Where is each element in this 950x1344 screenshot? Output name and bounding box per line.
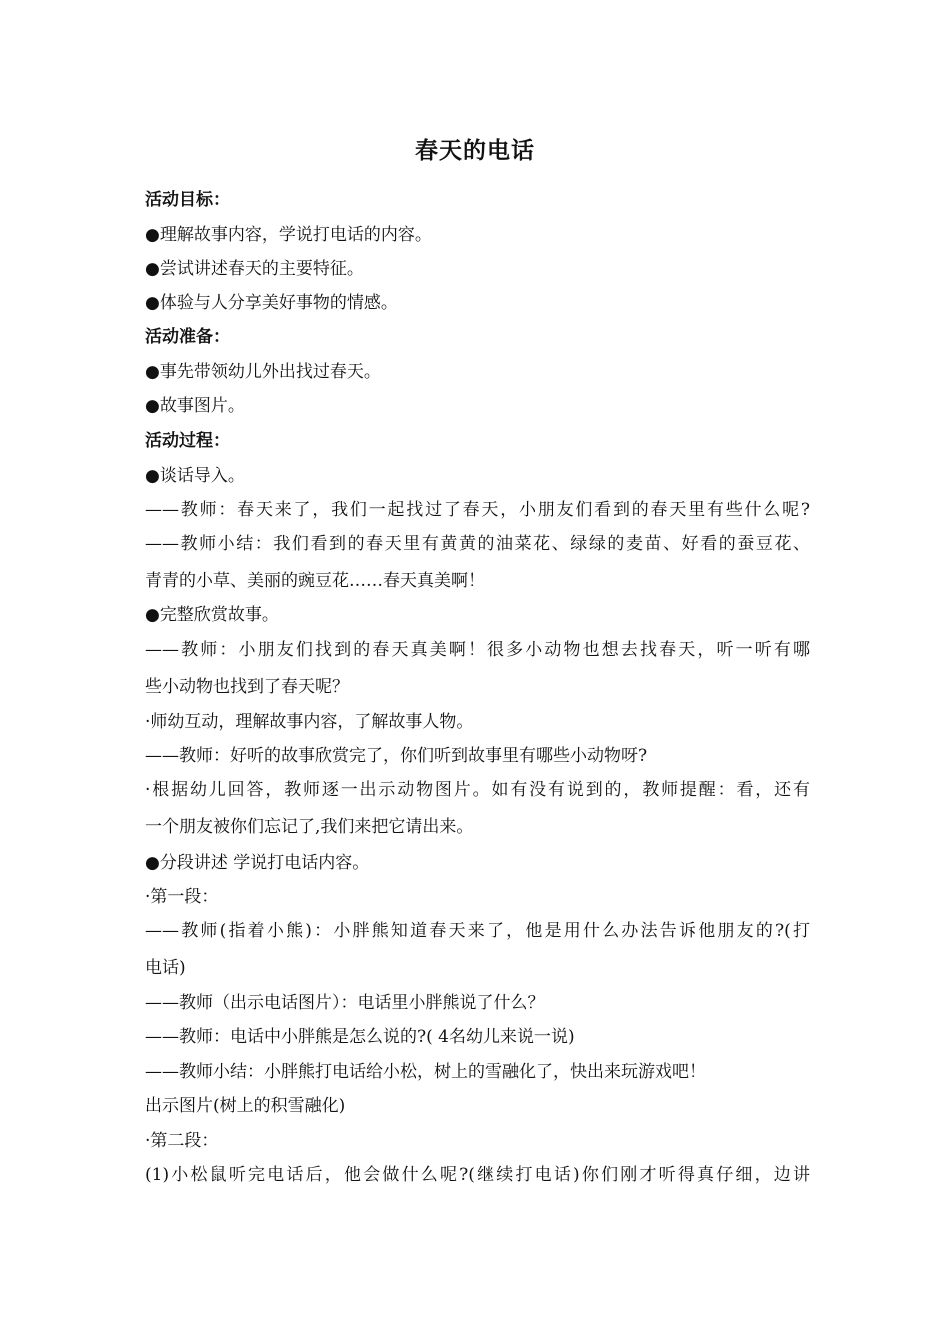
body-line: ·第一段： <box>145 887 219 907</box>
section-heading-preparation: 活动准备： <box>145 327 230 347</box>
body-line: ·根据幼儿回答，教师逐一出示动物图片。如有没有说到的，教师提醒：看，还有 <box>145 780 810 800</box>
body-line: (1)小松鼠听完电话后，他会做什么呢?(继续打电话)你们刚才听得真仔细，边讲 <box>145 1165 810 1185</box>
section-heading-goals: 活动目标： <box>145 190 230 210</box>
section-heading-process: 活动过程： <box>145 431 230 451</box>
body-line: 些小动物也找到了春天呢？ <box>145 677 349 697</box>
body-line: ——教师：小朋友们找到的春天真美啊！很多小动物也想去找春天，听一听有哪 <box>145 640 810 660</box>
bullet-line: ●事先带领幼儿外出找过春天。 <box>145 362 381 382</box>
body-line: ——教师（出示电话图片）：电话里小胖熊说了什么？ <box>145 993 545 1013</box>
body-line: ——教师：电话中小胖熊是怎么说的?( 4名幼儿来说一说) <box>145 1027 575 1047</box>
bullet-line: ●故事图片。 <box>145 396 245 416</box>
body-line: ——教师小结：我们看到的春天里有黄黄的油菜花、绿绿的麦苗、好看的蚕豆花、 <box>145 534 810 554</box>
bullet-line: ●完整欣赏故事。 <box>145 605 279 625</box>
body-line: ——教师：好听的故事欣赏完了，你们听到故事里有哪些小动物呀? <box>145 746 648 766</box>
body-line: ——教师：春天来了，我们一起找过了春天，小朋友们看到的春天里有些什么呢? <box>145 500 810 520</box>
body-line: ·师幼互动，理解故事内容，了解故事人物。 <box>145 712 474 732</box>
body-line: ——教师小结：小胖熊打电话给小松，树上的雪融化了，快出来玩游戏吧！ <box>145 1062 706 1082</box>
body-line: 出示图片(树上的积雪融化) <box>145 1096 346 1116</box>
body-line: 电话) <box>145 958 186 978</box>
bullet-line: ●尝试讲述春天的主要特征。 <box>145 259 364 279</box>
body-line: 一个朋友被你们忘记了,我们来把它请出来。 <box>145 817 474 837</box>
body-line: ·第二段： <box>145 1131 219 1151</box>
body-line: 青青的小草、美丽的豌豆花……春天真美啊！ <box>145 571 485 591</box>
document-title: 春天的电话 <box>415 138 535 164</box>
bullet-line: ●谈话导入。 <box>145 466 245 486</box>
bullet-line: ●分段讲述 学说打电话内容。 <box>145 853 370 873</box>
bullet-line: ●体验与人分享美好事物的情感。 <box>145 293 398 313</box>
body-line: ——教师(指着小熊)：小胖熊知道春天来了，他是用什么办法告诉他朋友的?(打 <box>145 921 810 941</box>
bullet-line: ●理解故事内容，学说打电话的内容。 <box>145 225 432 245</box>
